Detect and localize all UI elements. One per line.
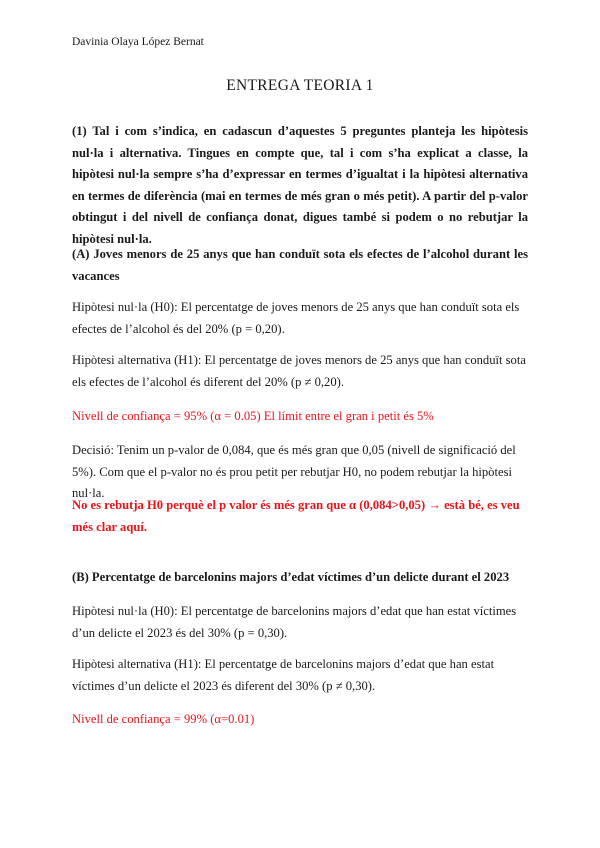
section-a-decision: Decisió: Tenim un p-valor de 0,084, que és més gran que 0,05 (nivell de significació del 5%). Com que el p-valor no és prou petit per rebutjar H0, no podem rebutjar la hipòtesi nul·la. [72,443,516,500]
section-a-confidence-level: Nivell de confiança = 95% (α = 0.05) El límit entre el gran i petit és 5% [72,409,434,423]
document-title: ENTREGA TEORIA 1 [226,77,374,94]
section-b-alternative-hypothesis: Hipòtesi alternativa (H1): El percentatge de barcelonins majors d’edat que han estat víctimes d’un delicte el 2023 és diferent del 30% (p ≠ 0,30). [72,657,495,693]
section-a-null-hypothesis: Hipòtesi nul·la (H0): El percentatge de joves menors de 25 anys que han conduït sota els efectes de l’alcohol és del 20% (p = 0,20). [72,300,520,336]
section-a-feedback: No es rebutja H0 perquè el p valor és més gran que α (0,084>0,05) → està bé, es veu més clar aquí. [72,498,520,534]
section-b-confidence-level: Nivell de confiança = 99% (α=0.01) [72,712,255,726]
section-a-heading: (A) Joves menors de 25 anys que han conduït sota els efectes de l’alcohol durant les vacances [72,247,528,283]
section-b-heading: (B) Percentatge de barcelonins majors d’edat víctimes d’un delicte durant el 2023 [72,570,510,584]
section-a-alternative-hypothesis: Hipòtesi alternativa (H1): El percentatge de joves menors de 25 anys que han conduït sota els efectes de l’alcohol és diferent del 20% (p ≠ 0,20). [72,353,526,389]
author-name: Davinia Olaya López Bernat [72,36,204,48]
section-b-null-hypothesis: Hipòtesi nul·la (H0): El percentatge de barcelonins majors d’edat que han estat víctimes d’un delicte el 2023 és del 30% (p = 0,30). [72,604,517,640]
instructions-paragraph: (1) Tal i com s’indica, en cadascun d’aquestes 5 preguntes planteja les hipòtesis nul·la i alternativa. Tingues en compte que, tal i com s’ha explicat a classe, la hipòtesi nul·la sempre s’ha d’expressar en termes d’igualtat i la hipòtesi alternativa en termes de diferència (mai en termes de més gran o més petit). A partir del p-valor obtingut i del nivell de confiança donat, digues també si podem o no rebutjar la hipòtesi nul·la. [72,124,528,246]
